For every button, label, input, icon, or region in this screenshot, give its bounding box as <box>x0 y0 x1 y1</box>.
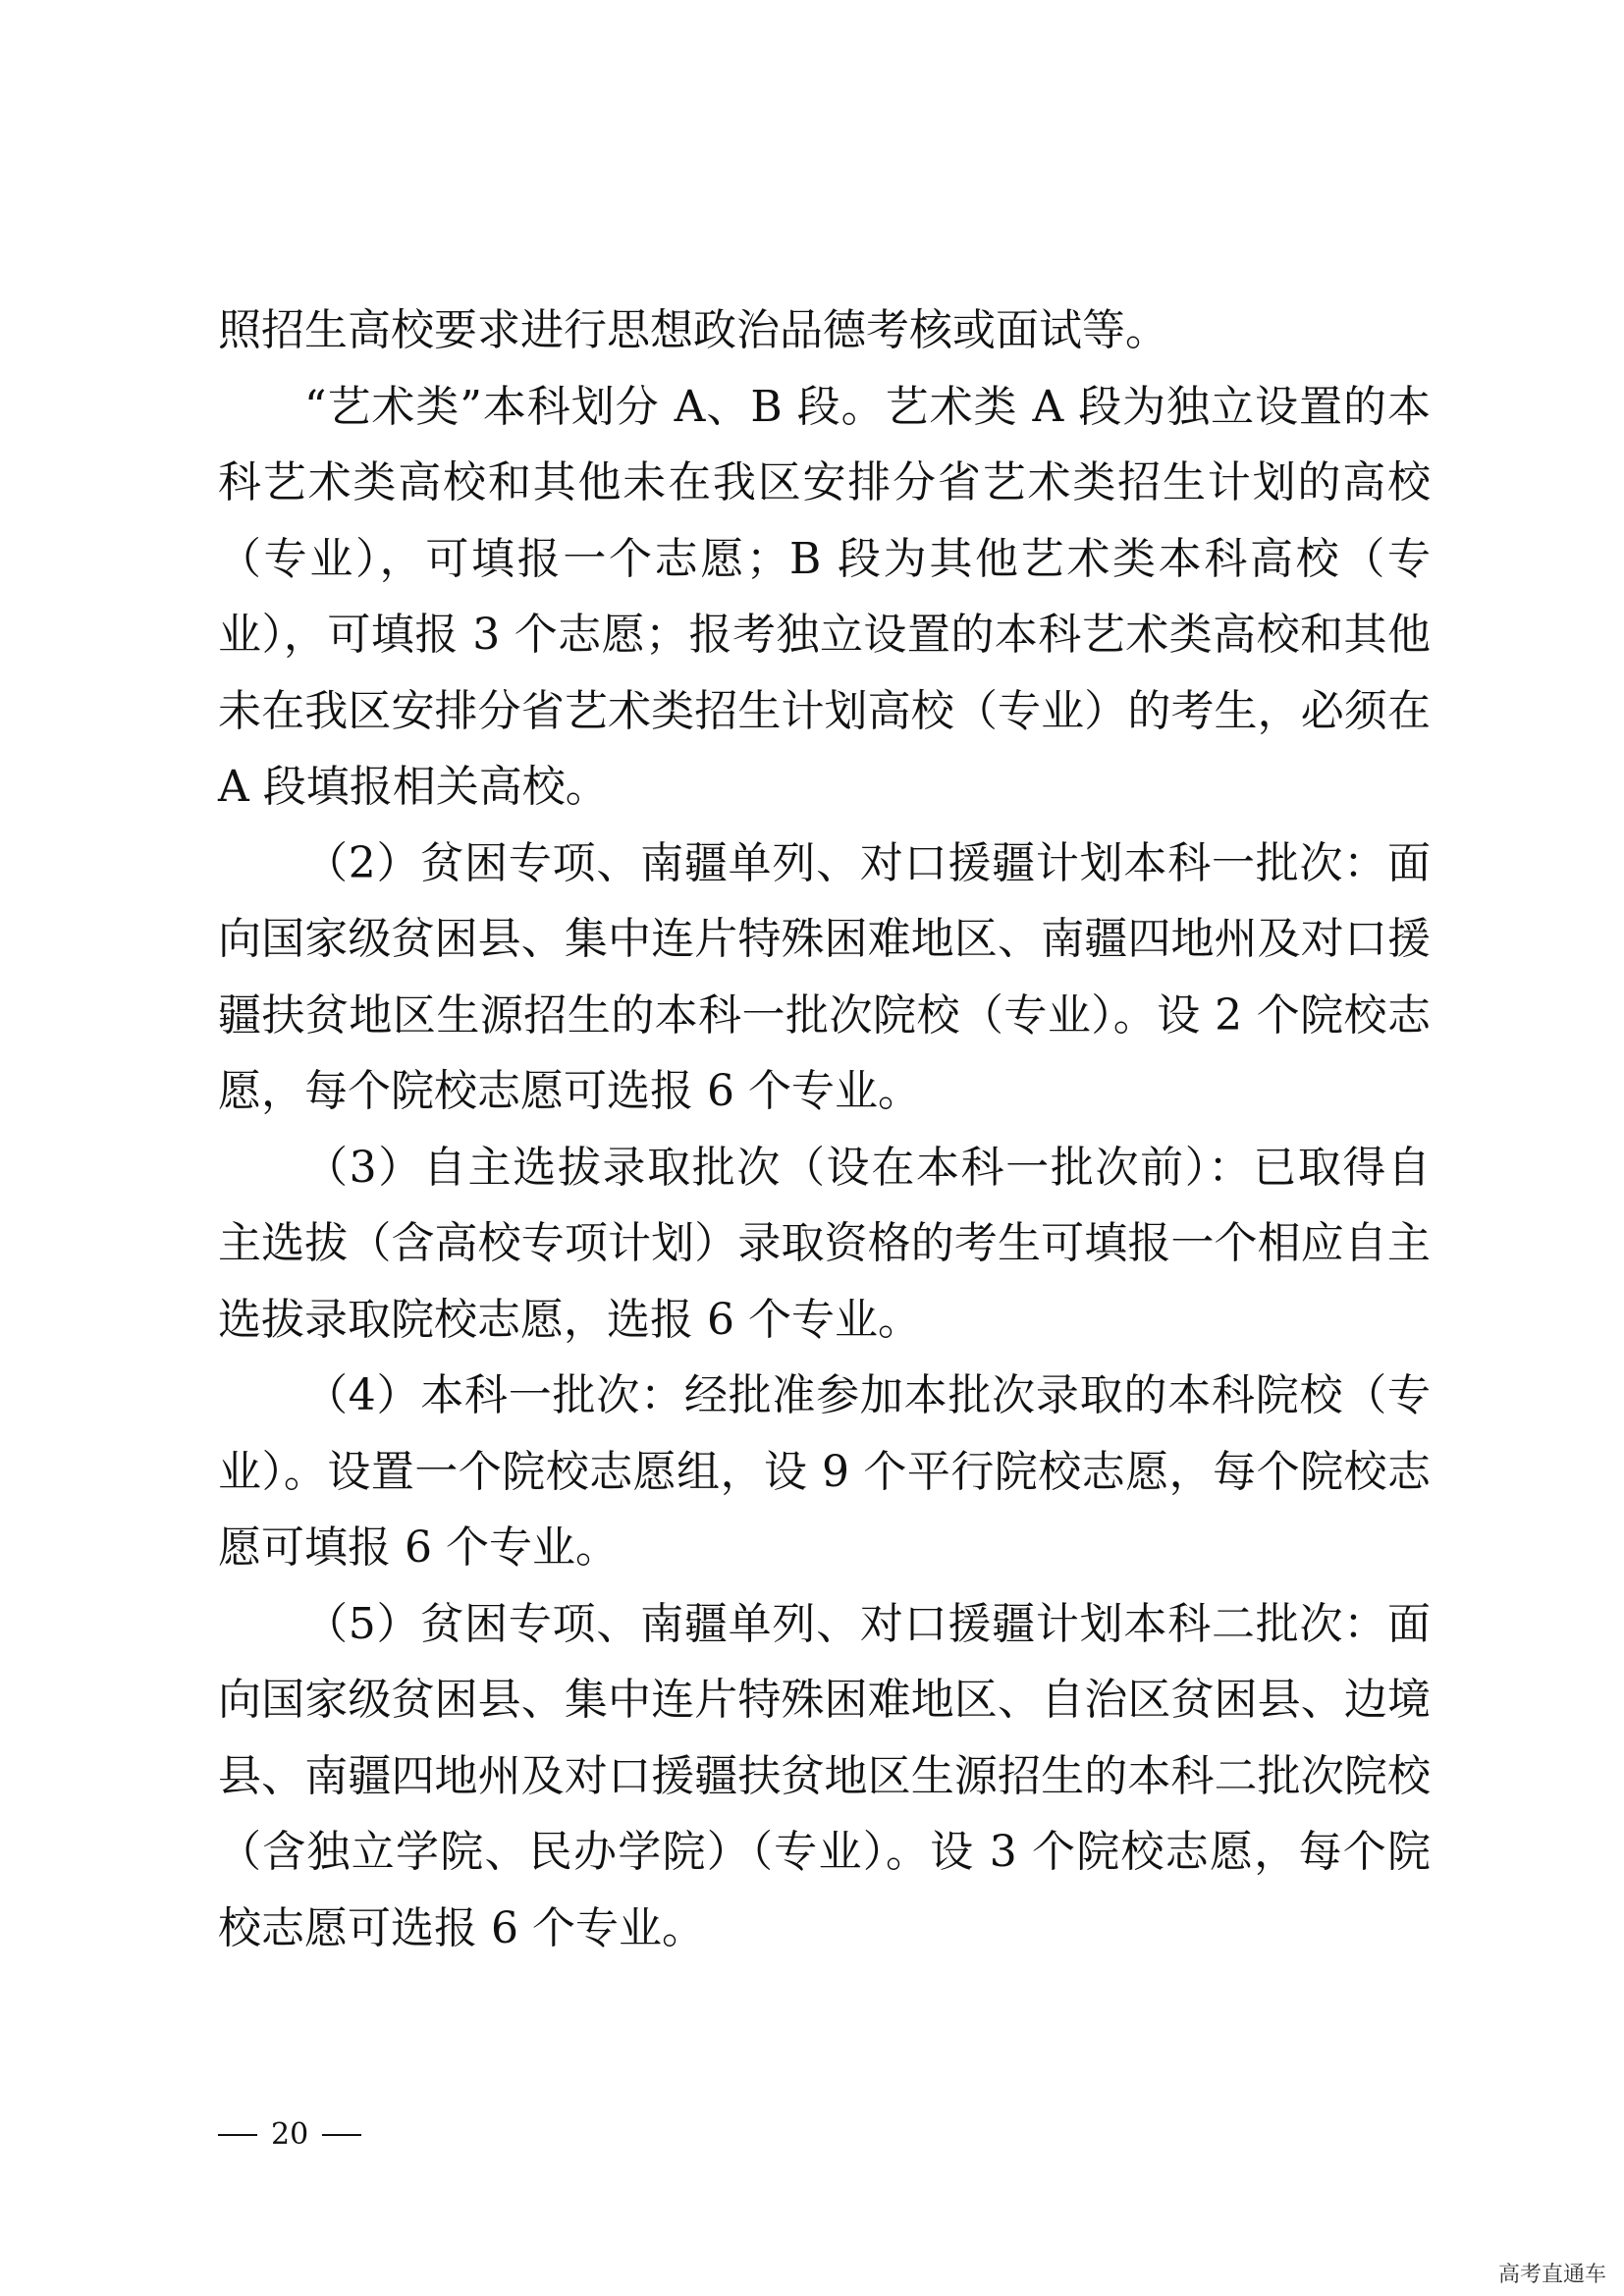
paragraph-item-4: （4）本科一批次：经批准参加本批次录取的本科院校（专业）。设置一个院校志愿组，设 9 个平行院校志愿，每个院校志愿可填报 6 个专业。 <box>218 1370 1431 1573</box>
footer-dash-left <box>218 2134 257 2136</box>
paragraph-item-5: （5）贫困专项、南疆单列、对口援疆计划本科二批次：面向国家级贫困县、集中连片特殊困难地区、自治区贫困县、边境县、南疆四地州及对口援疆扶贫地区生源招生的本科二批次院校（含独立学院、民办学院）（专业）。设 3 个院校志愿，每个院校志愿可选报 6 个专业。 <box>218 1598 1431 1953</box>
watermark-text: 高考直通车 <box>1497 2263 1606 2287</box>
paragraph-item-3: （3）自主选拔录取批次（设在本科一批次前）：已取得自主选拔（含高校专项计划）录取资格的考生可填报一个相应自主选拔录取院校志愿，选报 6 个专业。 <box>218 1142 1431 1345</box>
paragraph-item-2: （2）贫困专项、南疆单列、对口援疆计划本科一批次：面向国家级贫困县、集中连片特殊困难地区、南疆四地州及对口援疆扶贫地区生源招生的本科一批次院校（专业）。设 2 个院校志愿，每个院校志愿可选报 6 个专业。 <box>218 837 1431 1116</box>
body-text <box>218 293 1431 1966</box>
paragraph-continuation: 照招生高校要求进行思想政治品德考核或面试等。 <box>218 305 1168 355</box>
page-number: 20 <box>271 2117 309 2152</box>
footer-dash-right <box>322 2134 361 2136</box>
page-footer <box>218 2115 361 2155</box>
paragraph-art-category: “艺术类”本科划分 A、B 段。艺术类 A 段为独立设置的本科艺术类高校和其他未在我区安排分省艺术类招生计划的高校（专业），可填报一个志愿；B 段为其他艺术类本科高校（专业），可填报 3 个志愿；报考独立设置的本科艺术类高校和其他未在我区安排分省艺术类招生计划高校（专业）的考生，必须在 A 段填报相关高校。 <box>218 381 1431 812</box>
